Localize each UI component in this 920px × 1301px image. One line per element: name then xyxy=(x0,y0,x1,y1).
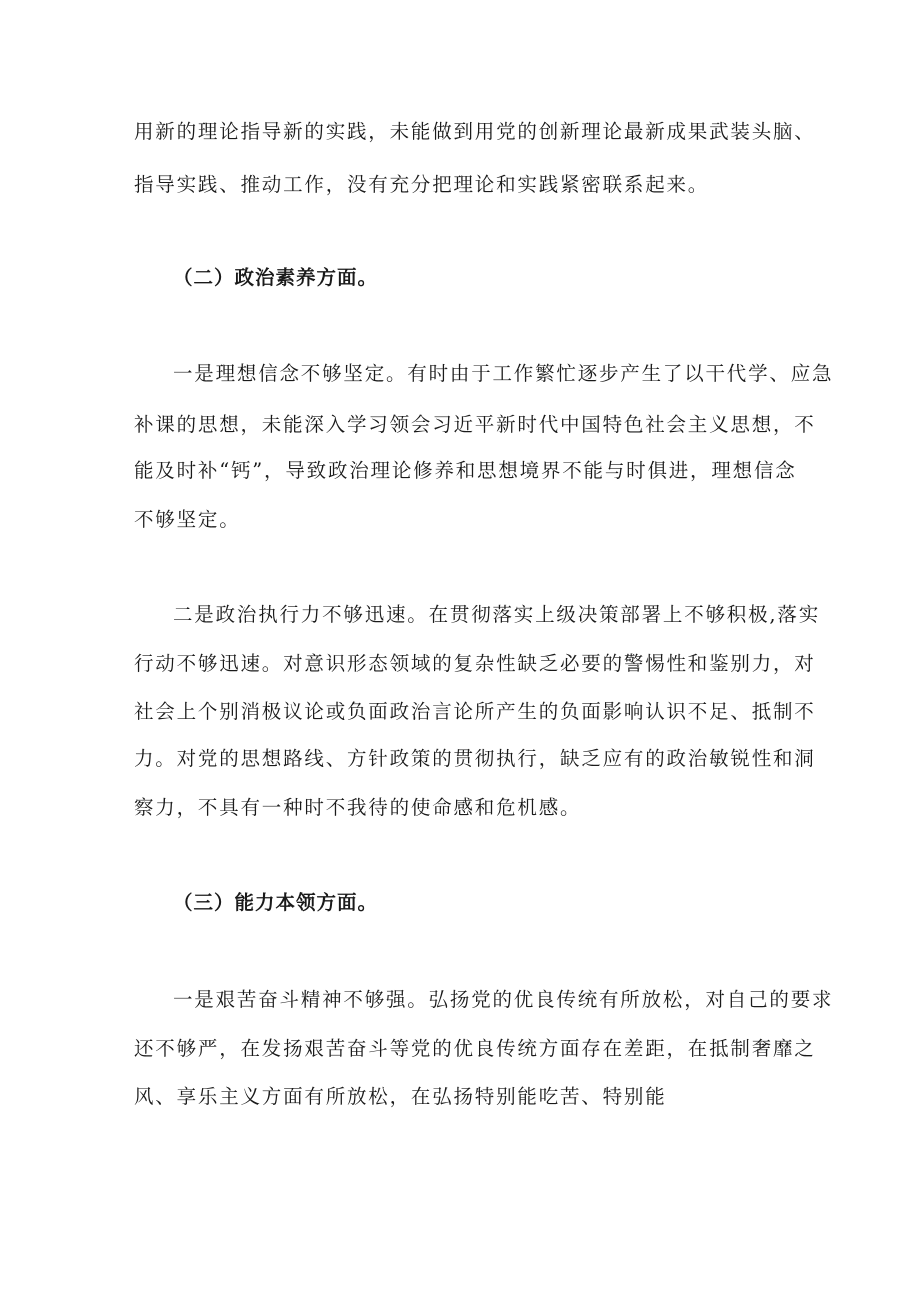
paragraph-line: 社会上个别消极议论或负面政治言论所产生的负面影响认识不足、抵制不 xyxy=(134,700,816,723)
paragraph-line: 风、享乐主义方面有所放松，在弘扬特别能吃苦、特别能 xyxy=(134,1085,667,1108)
paragraph-line: 指导实践、推动工作，没有充分把理论和实践紧密联系起来。 xyxy=(134,173,710,196)
paragraph-line: 一是艰苦奋斗精神不够强。弘扬党的优良传统有所放松，对自己的要求 xyxy=(173,988,834,1011)
paragraph-line: 一是理想信念不够坚定。有时由于工作繁忙逐步产生了以干代学、应急 xyxy=(173,362,834,385)
paragraph-line: 能及时补“钙”，导致政治理论修养和思想境界不能与时俱进，理想信念 xyxy=(134,459,797,482)
paragraph-line: 用新的理论指导新的实践，未能做到用党的创新理论最新成果武装头脑、 xyxy=(134,120,816,143)
section-heading-ability: （三）能力本领方面。 xyxy=(173,891,379,914)
paragraph-line: 二是政治执行力不够迅速。在贯彻落实上级决策部署上不够积极,落实 xyxy=(173,603,820,626)
paragraph-line: 不够坚定。 xyxy=(134,508,241,531)
paragraph-line: 察力，不具有一种时不我待的使命感和危机感。 xyxy=(134,796,582,819)
section-heading-political: （二）政治素养方面。 xyxy=(173,266,379,289)
paragraph-line: 还不够严，在发扬艰苦奋斗等党的优良传统方面存在差距，在抵制奢靡之 xyxy=(134,1037,816,1060)
paragraph-line: 补课的思想，未能深入学习领会习近平新时代中国特色社会主义思想，不 xyxy=(134,413,816,436)
paragraph-line: 力。对党的思想路线、方针政策的贯彻执行，缺乏应有的政治敏锐性和洞 xyxy=(134,747,816,770)
paragraph-line: 行动不够迅速。对意识形态领域的复杂性缺乏必要的警惕性和鉴别力，对 xyxy=(134,652,816,675)
